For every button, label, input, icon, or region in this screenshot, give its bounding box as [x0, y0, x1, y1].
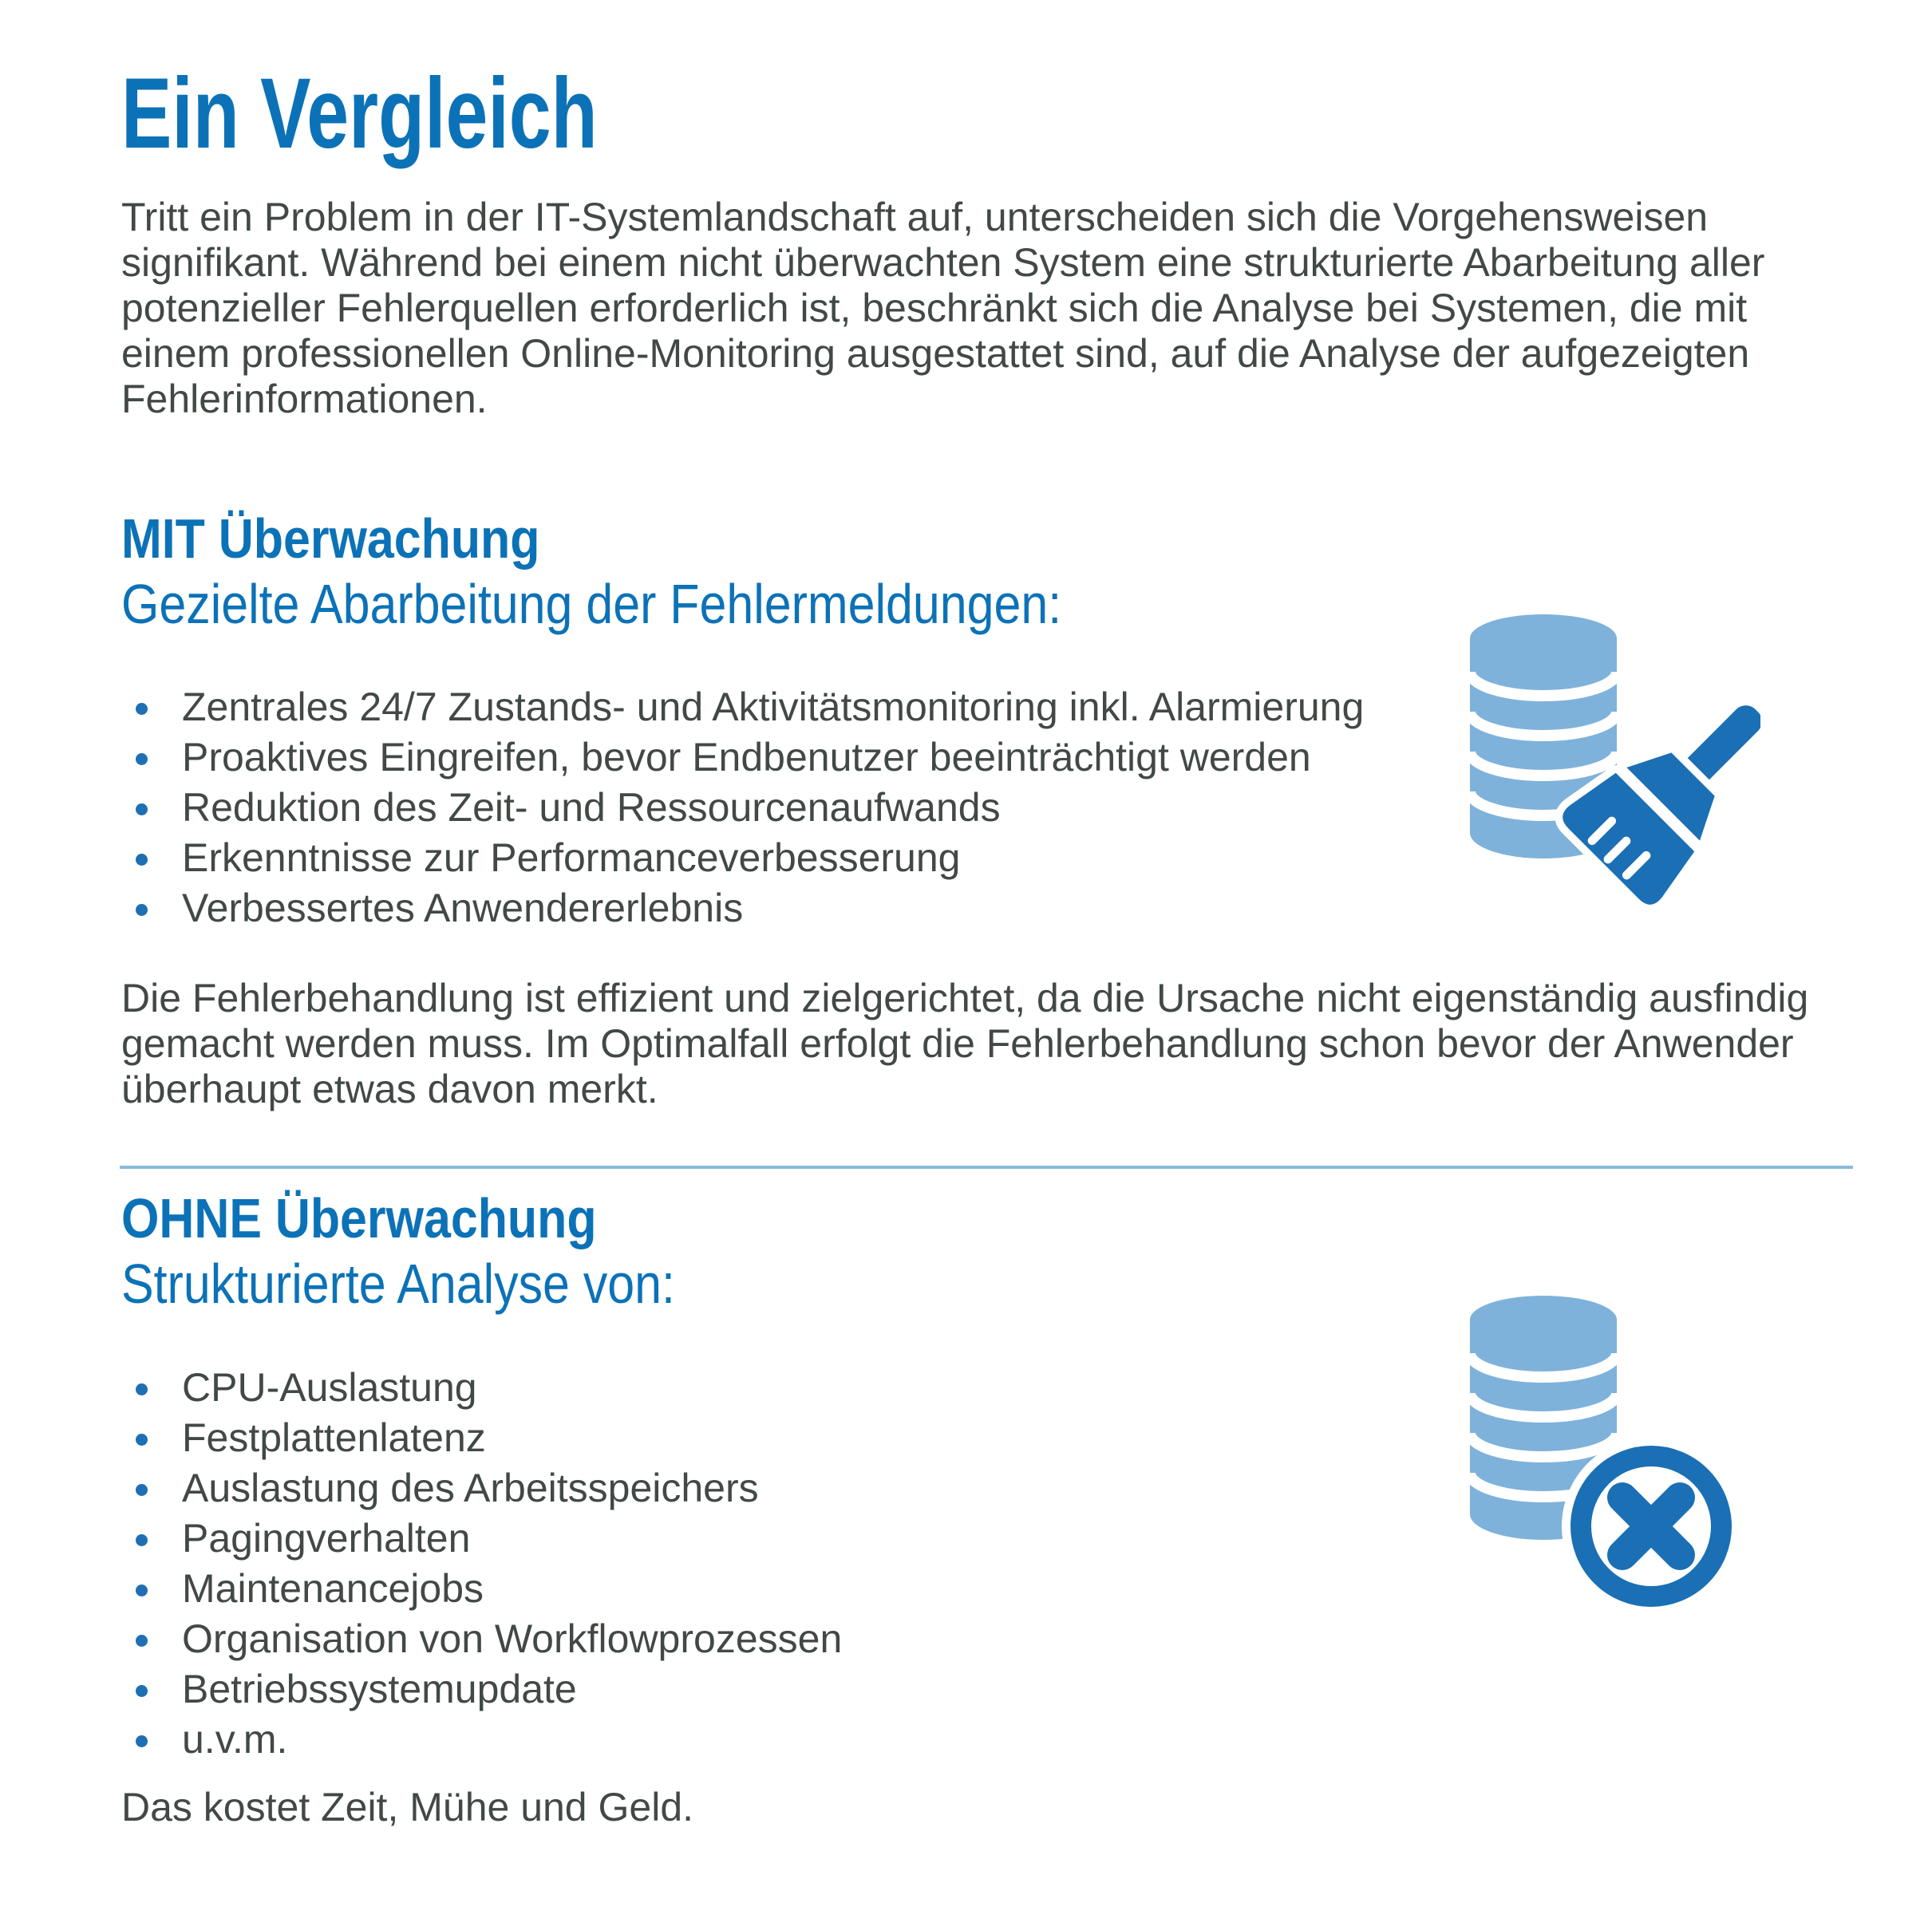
bullet-dot-icon: [136, 1635, 148, 1647]
ohne-bullet-list: [121, 1363, 842, 1765]
bullet-text: Reduktion des Zeit- und Ressourcenaufwands: [182, 785, 1001, 830]
bullet-text: Festplattenlatenz: [182, 1415, 486, 1460]
bullet-dot-icon: [136, 1685, 148, 1697]
bullet-text: Verbessertes Anwendererlebnis: [182, 886, 744, 930]
bullet-item: [121, 1715, 842, 1765]
bullet-item: [121, 1614, 842, 1664]
bullet-item: [121, 883, 1364, 933]
section-mit-subtitle: Gezielte Abarbeitung der Fehlermeldungen:: [121, 573, 1062, 635]
section-mit-heading: [121, 506, 1061, 637]
section-ohne-subtitle: Strukturierte Analyse von:: [121, 1253, 675, 1315]
bullet-item: [121, 1413, 842, 1463]
ohne-conclusion-paragraph: Das kostet Zeit, Mühe und Geld.: [121, 1785, 694, 1829]
bullet-item: [121, 1664, 842, 1715]
bullet-item: [121, 682, 1364, 732]
bullet-dot-icon: [136, 1585, 148, 1596]
section-mit-title: MIT Überwachung: [121, 507, 540, 570]
database-error-icon: [1465, 1293, 1760, 1621]
bullet-dot-icon: [136, 1534, 148, 1546]
bullet-text: Betriebssystemupdate: [182, 1667, 577, 1711]
bullet-text: Proaktives Eingreifen, bevor Endbenutzer beeinträchtigt werden: [182, 735, 1311, 779]
bullet-dot-icon: [136, 703, 148, 715]
bullet-item: [121, 783, 1364, 833]
bullet-text: Zentrales 24/7 Zustands- und Aktivitätsmonitoring inkl. Alarmierung: [182, 685, 1365, 729]
bullet-item: [121, 1463, 842, 1514]
bullet-text: Erkenntnisse zur Performanceverbesserung: [182, 835, 961, 880]
bullet-text: CPU-Auslastung: [182, 1365, 477, 1410]
bullet-dot-icon: [136, 1484, 148, 1496]
section-divider: [120, 1166, 1853, 1169]
bullet-dot-icon: [136, 904, 148, 916]
bullet-dot-icon: [136, 1735, 148, 1747]
bullet-item: [121, 732, 1364, 783]
bullet-text: Organisation von Workflowprozessen: [182, 1616, 843, 1661]
section-ohne-title: OHNE Überwachung: [121, 1187, 597, 1249]
database-cleanup-icon: [1465, 611, 1760, 940]
page-title: Ein Vergleich: [121, 58, 598, 169]
bullet-text: Maintenancejobs: [182, 1566, 484, 1611]
section-ohne-heading: [121, 1186, 675, 1316]
bullet-item: [121, 1363, 842, 1413]
bullet-dot-icon: [136, 753, 148, 765]
bullet-item: [121, 1514, 842, 1564]
mit-conclusion-paragraph: Die Fehlerbehandlung ist effizient und zielgerichtet, da die Ursache nicht eigenständig ausfindig gemacht werden muss. Im Optimalfall erfolgt die Fehlerbehandlung schon bevor der Anwender überhaupt etwas davon merkt.: [121, 976, 1809, 1111]
mit-bullet-list: [121, 682, 1364, 933]
intro-paragraph: Tritt ein Problem in der IT-Systemlandschaft auf, unterscheiden sich die Vorgehensweisen signifikant. Während bei einem nicht überwachten System eine strukturierte Abarbeitung aller potenzieller Fehlerquellen erforderlich ist, beschränkt sich die Analyse bei Systemen, die mit einem professionellen Online-Monitoring ausgestattet sind, auf die Analyse der aufgezeigten Fehlerinformationen.: [121, 195, 1765, 421]
x-circle-icon: [1562, 1437, 1740, 1616]
bullet-dot-icon: [136, 854, 148, 866]
bullet-dot-icon: [136, 1434, 148, 1446]
bullet-dot-icon: [136, 803, 148, 815]
bullet-text: Pagingverhalten: [182, 1516, 471, 1561]
bullet-text: u.v.m.: [182, 1717, 288, 1762]
bullet-item: [121, 1564, 842, 1614]
bullet-text: Auslastung des Arbeitsspeichers: [182, 1466, 759, 1510]
bullet-item: [121, 833, 1364, 883]
bullet-dot-icon: [136, 1383, 148, 1395]
